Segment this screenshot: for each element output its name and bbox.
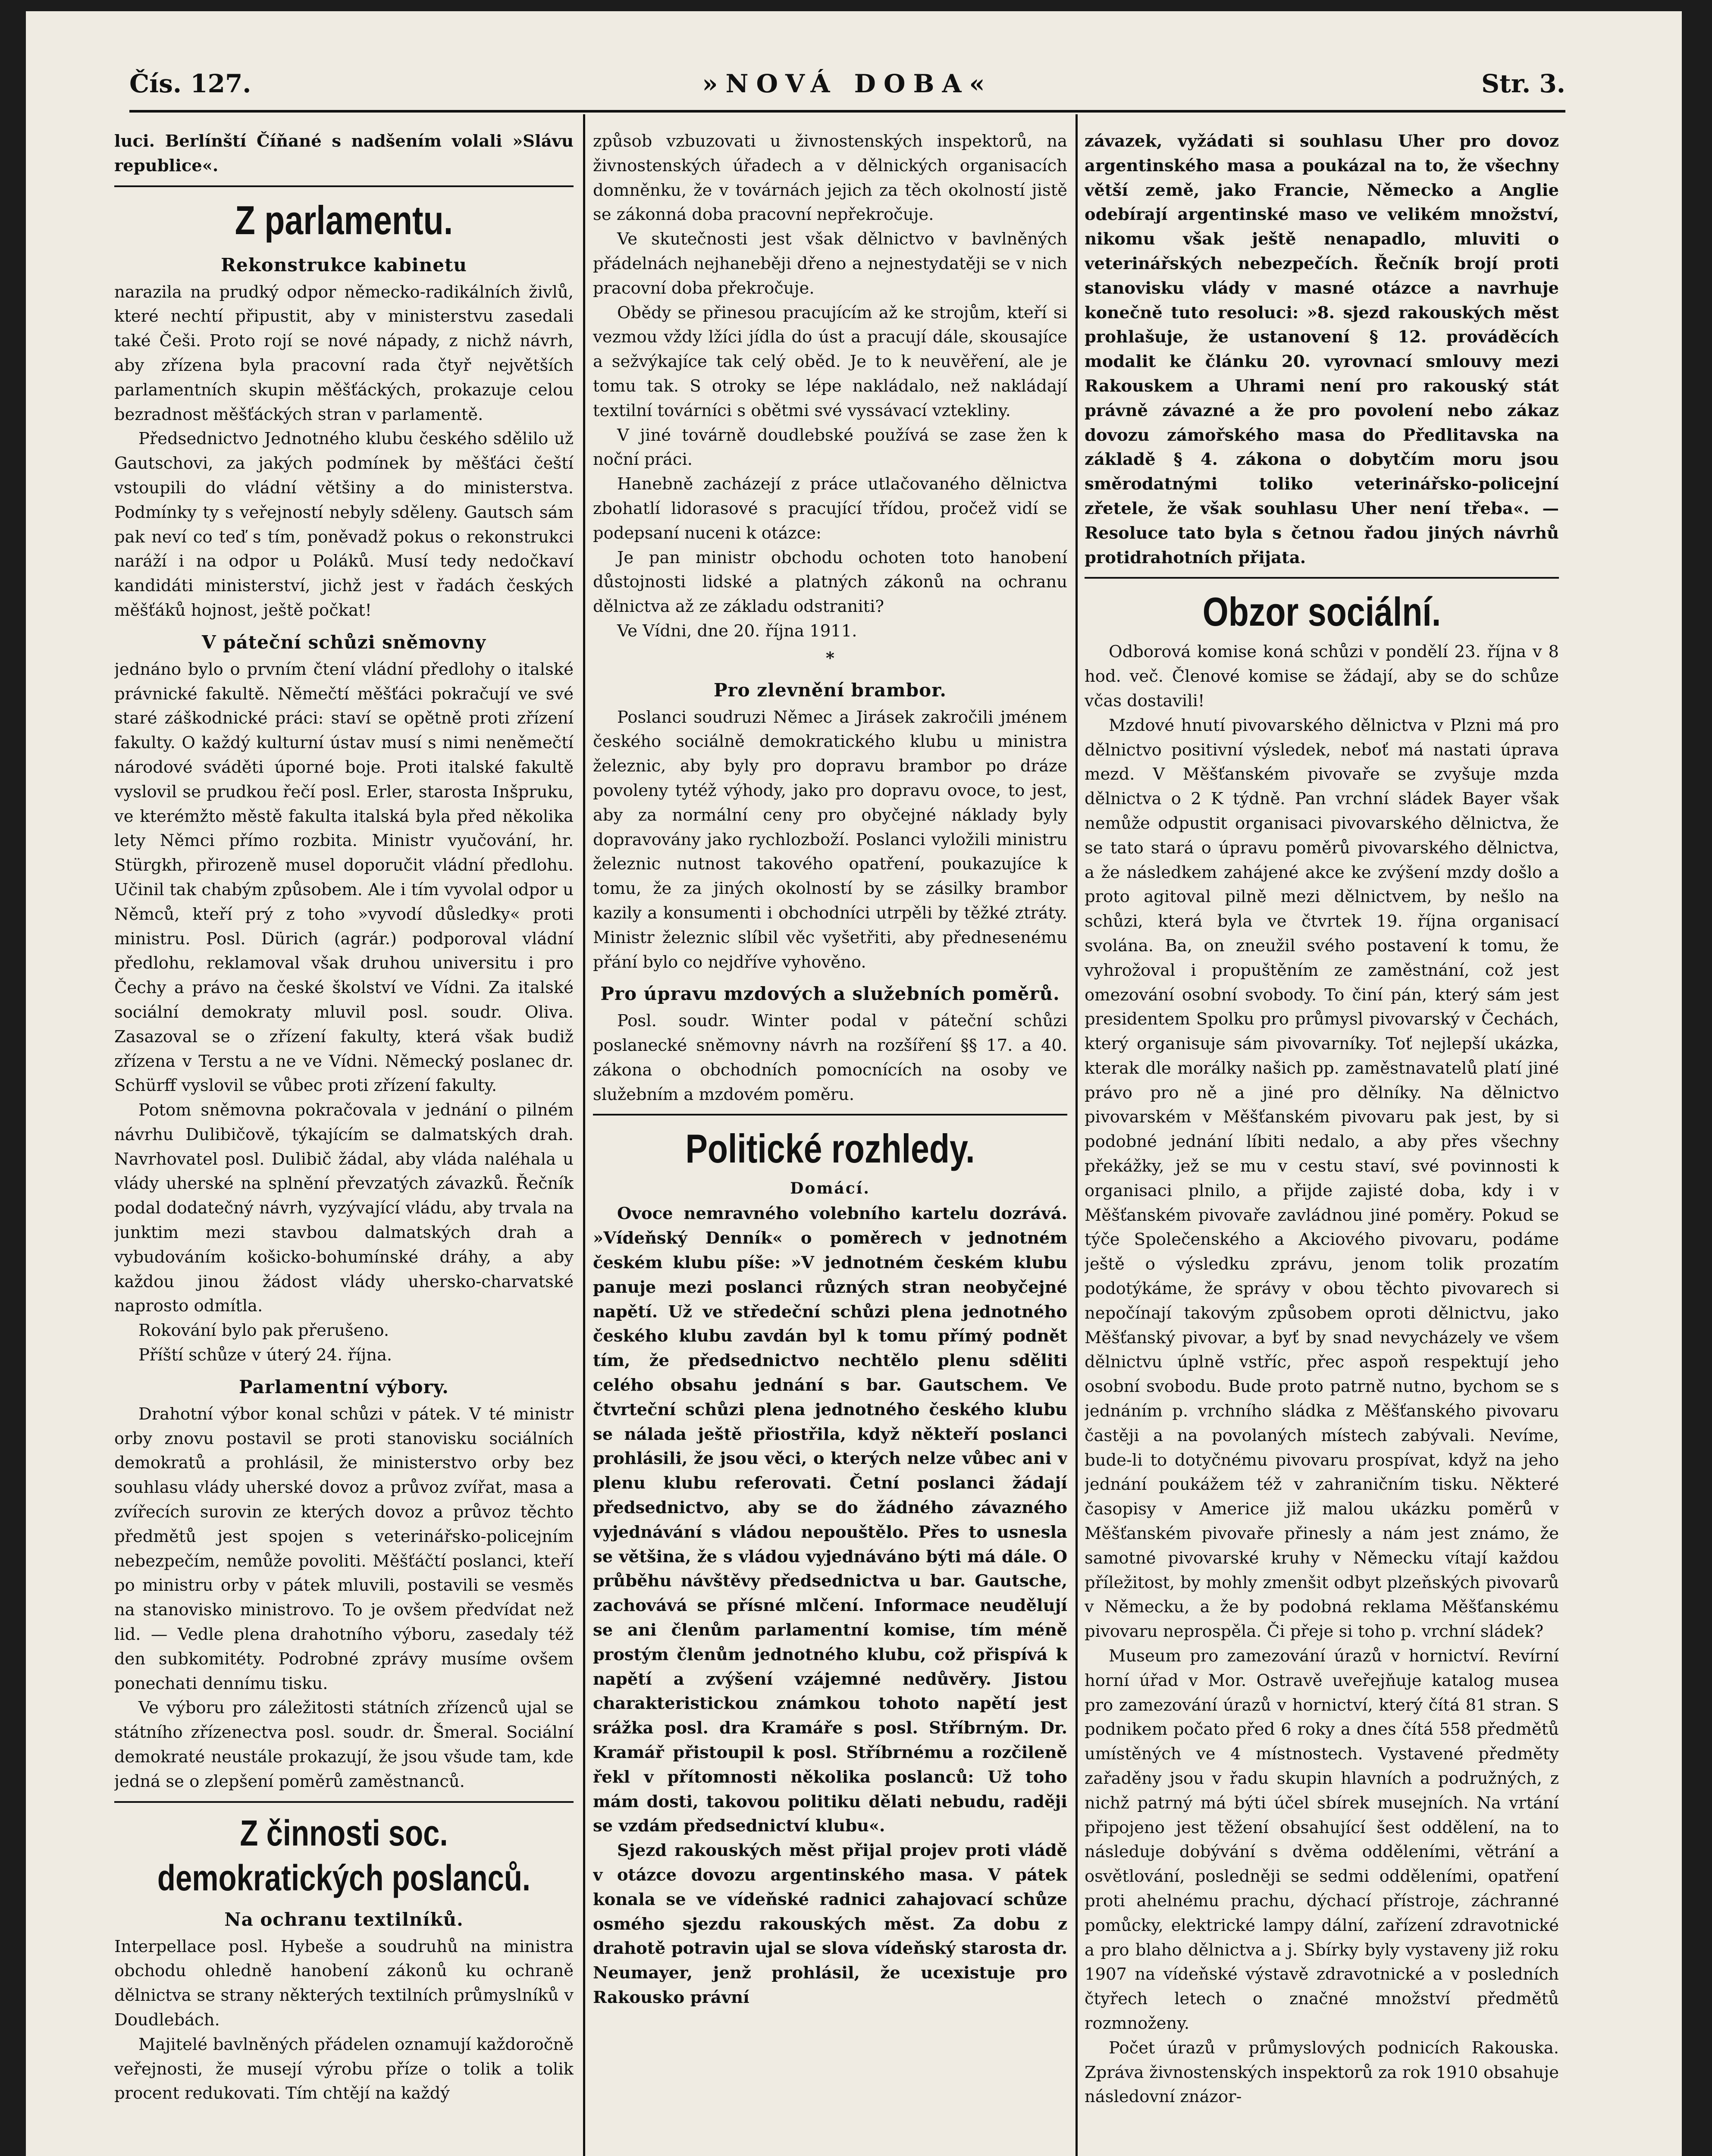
section-title-obzor: Obzor sociální. [1202,589,1441,635]
paragraph: Posl. soudr. Winter podal v páteční schůzi poslanecké sněmovny návrh na rozšíření §§ 17. a 40. zákona o obchodních pomocnících na osoby ve služebním a mzdovém poměru. [593,1011,1067,1104]
paragraph: Hanebně zacházejí z práce utlačovaného dělnictva zbohatlí lidorasové s pracující třídou, pročež vidí se podepsaní nuceni k otázce: [593,474,1067,543]
divider [114,185,574,187]
paragraph: narazila na prudký odpor německo-radikálních živlů, které nechtí připustit, aby v ministerstvu zasedali také Češi. Proto rojí se nové nápady, z nichž návrh, aby zřízena byla pracovní rada čtyř největších parlamentních skupin měšťáckých, prokazuje celou bezradnost měšťáckých stran v parlamentě. [114,282,574,424]
subheading-patecni: V páteční schůzi sněmovny [201,631,486,653]
subheading-domaci: Domácí. [790,1179,870,1198]
paragraph: Předsednictvo Jednotného klubu českého sdělilo už Gautschovi, za jakých podmínek by měšťáci čeští vstoupili do vládní většiny a do ministerstva. Podmínky ty s veřejností nebyly sděleny. Gautsch sám pak neví co teď s tím, poněvadž pokus o rekonstrukci naráží i na odpor u Poláků. Musí tedy nedočkaví kandidáti ministerství, jichž jest v řadách českých měšťáků hojnost, ještě počkat! [114,429,574,620]
paragraph: V jiné továrně doudlebské používá se zase žen k noční práci. [593,425,1067,470]
intro-paragraph: luci. Berlínští Číňané s nadšením volali »Slávu republice«. [114,132,574,175]
paragraph: Počet úrazů v průmyslových podnicích Rakouska. Zpráva živnostenských inspektorů za rok 1910 obsahuje následovní znázor- [1085,2038,1559,2107]
separator-star: * [825,648,835,668]
subheading-textil: Na ochranu textilníků. [224,1908,464,1930]
divider [114,1801,574,1803]
paragraph: Potom sněmovna pokračovala v jednání o pilném návrhu Dulibičově, týkajícím se dalmatských drah. Navrhovatel posl. Dulibič žádal, aby vláda naléhala u vlády uherské na splnění převzatých závazků. Řečník podal dodatečný návrh, vyzývající vládu, aby trvala na junktim mezi stavbou dalmatských drah a vybudováním košicko-bohumínské dráhy, a aby každou jinou žádost vlády uhersko-charvatské naprosto odmítla. [114,1100,574,1316]
paragraph: Interpellace posl. Hybeše a soudruhů na ministra obchodu ohledně hanobení zákonů ku ochraně dělnictva se strany některých textilních průmyslníků v Doudlebách. [114,1937,574,2030]
paragraph: Drahotní výbor konal schůzi v pátek. V té ministr orby znovu postavil se proti stanovisku sociálních demokratů a prohlásil, že ministerstvo orby bez souhlasu vlády uherské dovoz a průvoz zvířat, masa a zvířecích surovin ze kterých dovoz a průvoz těchto předmětů jest spojen s veterinářsko-policejním nebezpečím, nemůže povoliti. Měšťáčtí poslanci, kteří po ministru orby v pátek mluvili, postavili se vesměs na stanovisko ministrovo. To je ovšem předvídat než lid. — Vedle plena drahotního výboru, zasedaly též den subkomitéty. Podrobné zprávy musíme ovšem ponechati dennímu tisku. [114,1404,574,1693]
issue-number: Čís. 127. [129,69,251,98]
paragraph: Majitelé bavlněných přádelen oznamují každoročně veřejnosti, že musejí výrobu příze o tolik a tolik procent redukovati. Tím chtějí na každý [114,2034,574,2103]
paragraph: Rokování bylo pak přerušeno. [138,1321,389,1341]
paragraph: Ovoce nemravného volebního kartelu dozrává. »Vídeňský Denník« o poměrech v jednotném českém klubu píše: »V jednotném českém klubu panuje mezi poslanci různých stran neobyčejné napětí. Už ve středeční schůzi plena jednotného českého klubu zavdán byl k tomu přímý podnět tím, že předsednictvo nechtělo plenu sděliti celého obsahu jednání s bar. Gautschem. Ve čtvrteční schůzi plena jednotného českého klubu se nálada ještě přiostřila, když někteří poslanci prohlásili, že jsou věci, o kterých nelze vůbec ani v plenu klubu referovati. Četní poslanci žádají předsednictvo, aby se do žádného závazného vyjednávání s vládou nepouštělo. Přes to usnesla se většina, že s vládou vyjednáváno býti má dále. O průběhu návštěvy předsednictva u bar. Gautsche, zachovává se přísné mlčení. Informace neudělují se ani členům parlamentní komise, tím méně prostým členům jednotného klubu, což přispívá k napětí a zvýšení vzájemné nedůvěry. Jistou charakteristickou známkou tohoto napětí jest srážka posl. dra Kramáře s posl. Stříbrným. Dr. Kramář přistoupil k posl. Stříbrnému a rozčileně řekl v přítomnosti několika poslanců: Už toho mám dosti, takovou politiku dělati nebudu, raději se vzdám předsednictví klubu«. [593,1204,1067,1836]
subheading-rekonstrukce: Rekonstrukce kabinetu [221,254,467,276]
column-2 [593,129,1067,2156]
page-number: Str. 3. [1481,69,1565,98]
page-header [129,65,1565,103]
subheading-brambor: Pro zlevnění brambor. [713,679,947,701]
paragraph: způsob vzbuzovati u živnostenských inspektorů, na živnostenských úřadech a v dělnických organisacích domněnku, že v továrnách jejich za těch okolností jistě se zákonná doba pracovní nepřekročuje. [593,132,1067,225]
paragraph: závazek, vyžádati si souhlasu Uher pro dovoz argentinského masa a poukázal na to, že všechny větší země, jako Francie, Německo a Anglie odebírají argentinské maso ve velikém množství, nikomu však ještě nenapadlo, mluviti o veterinářských nebezpečích. Řečník brojí proti stanovisku vlády v masné otázce a navrhuje konečně tuto resoluci: »8. sjezd rakouských měst prohlašuje, že ustanovení § 12. prováděcích modalit ke článku 20. vyrovnací smlouvy mezi Rakouskem a Uhrami není pro rakouský stát právně závazné a že pro povolení nebo zákaz dovozu zámořského masa do Předlitavska na základě § 4. zákona o dobytčím moru jsou směrodatnými toliko veterinářsko-policejní zřetele, že však souhlasu Uher není třeba«. — Resoluce tato byla s četnou řadou jiných návrhů protidrahotních přijata. [1085,132,1559,567]
paragraph: Poslanci soudruzi Němec a Jirásek zakročili jménem českého sociálně demokratického klubu u ministra železnic, aby byly pro dopravu brambor po dráze povoleny tytéž výhody, jako pro dopravu ovoce, to jest, aby za normální ceny pro obyčejné náklady byly dopravovány jako rychlozboží. Poslanci vyložili ministru železnic nutnost takového opatření, poukazujíce k tomu, že za jiných okolností by se zásilky brambor kazily a konsumenti i obchodníci utrpěli by těžké ztráty. Ministr železnic slíbil věc vyšetřiti, aby přednesenému přání bylo co nejdříve vyhověno. [593,707,1067,972]
paragraph: Mzdové hnutí pivovarského dělnictva v Plzni má pro dělnictvo positivní výsledek, neboť má nastati úprava mezd. V Měšťanském pivovaře se zvyšuje mzda dělnictva o 2 K týdně. Pan vrchní sládek Bayer však nemůže odpustit organisaci pivovarského dělnictva, že se tato stará o úpravu poměrů pivovarského dělnictva, a že následkem zahájené akce ke zvýšení mzdy došlo a proto agitoval pilně mezi dělnictvem, by nešlo na schůzi, která byla ve čtvrtek 19. října organisací svolána. Ba, on zneužil svého postavení k tomu, že vyhrožoval i propuštěním ze zaměstnání, což jest omezování osobní svobody. To činí pán, který sám jest presidentem Spolku pro průmysl pivovarský v Čechách, který organisuje sám pivovarníky. Toť nejlepší ukázka, kterak dle morálky našich pp. zaměstnavatelů platí jiné právo pro ně a jiné pro dělníky. Na dělnictvo pivovarském v Měšťanském pivovaru pak jest, by si podobné jednání líbiti nedalo, a aby přes všechny překážky, jež se mu v cestu staví, své povinnosti k organisaci plnilo, a přijde zajisté doba, kdy i v Měšťanském pivovaře zavládnou jiné poměry. Pokud se týče Společenského a Akciového pivovaru, podáme ještě o výsledku zprávu, jenom tolik prozatím podotýkáme, že správy v obou těchto pivovarech si nepočínají takovým způsobem oproti dělnictvu, jako Měšťanský pivovar, a byť by snad nevycházely ve všem dělnictvu úplně vstříc, přec aspoň respektují jeho osobní svobodu. Bude proto patrně nutno, bychom se s jednáním p. vrchního sládka z Měšťanského pivovaru častěji a na povolaných místech zabývali. Nevíme, bude-li to dotyčnému pivovaru prospívat, když na jeho jednání poukážem též v zahraničním tisku. Některé časopisy v Americe již malou ukázku poměrů v Měšťanském pivovaře přinesly a nám jest známo, že samotné pivovarské kruhy v Německu vítají každou příležitost, by mohly zmenšit odbyt plzeňských pivovarů v Německu, a že by podobná reklama Měšťanskému pivovaru neprospěla. Či přeje si toho p. vrchní sládek? [1085,715,1559,1642]
column-3 [1085,129,1559,2156]
header-rule [129,110,1565,113]
paragraph: Museum pro zamezování úrazů v hornictví. Revírní horní úřad v Mor. Ostravě uveřejňuje katalog musea pro zamezování úrazů v hornictví, který čítá 81 stran. S podnikem počato před 6 roky a dnes čítá 558 předmětů umístěných ve 4 místnostech. Vystavené předměty zařaděny jsou v řadu skupin hlavních a podružných, z nichž patrný má býti účel sbírek musejních. Na vrtání připojeno jest těžení obsahující šest oddělení, na to následuje dobývání s dvěma odděleními, větrání a osvětlování, posledněji se sedmi odděleními, opatření proti ahelnému prachu, dýchací přístroje, záchranné pomůcky, elektrické lampy dální, zařízení zdravotnické a pro blaho dělnictva a j. Sbírky byly vystaveny již roku 1907 na vídeňské výstavě zdravotnické a v posledních čtyřech letech o značné množství předmětů rozmnoženy. [1085,1646,1559,2033]
divider [1085,577,1559,579]
paragraph: Ve výboru pro záležitosti státních zřízenců ujal se státního zřízenectva posl. soudr. dr. Šmeral. Sociální demokraté neustále prokazují, že jsou všude tam, kde jedná se o zlepšení poměrů zaměstnanců. [114,1698,574,1791]
paragraph: Ve skutečnosti jest však dělnictvo v bavlněných přádelnách nejhaneběji dřeno a nejnestydatěji se v nich pracovní doba překročuje. [593,229,1067,298]
section-title-cinnost: Z činnosti soc. demokratických poslanců. [157,1812,531,1898]
section-title-parlament: Z parlamentu. [235,197,453,243]
section-title-rozhledy: Politické rozhledy. [685,1126,975,1172]
subheading-vybory: Parlamentní výbory. [239,1376,449,1398]
column-1 [114,129,574,2156]
divider [593,1114,1067,1116]
column-rule-2 [1075,114,1078,2156]
paragraph: Obědy se přinesou pracujícím až ke strojům, kteří si vezmou vždy lžíci jídla do úst a pracují dále, skousajíce a sežvýkajíce tak celý oběd. Je to k neuvěření, ale je tomu tak. S otroky se lépe nakládalo, než nakládají textilní továrníci s obětmi své vyssávací vztekliny. [593,303,1067,420]
paragraph: Příští schůze v úterý 24. října. [138,1345,392,1365]
paragraph: Ve Vídni, dne 20. října 1911. [617,621,857,641]
paragraph: Odborová komise koná schůzi v pondělí 23. října v 8 hod. več. Členové komise se žádají, aby se do schůze včas dostavili! [1085,642,1559,711]
paragraph: jednáno bylo o prvním čtení vládní předlohy o italské právnické fakultě. Němečtí měšťáci pokračují ve své staré záškodnické práci: staví se opětně proti zřízení fakulty. O každý kulturní ústav musí s nimi neněmečtí národové sváděti úporné boje. Proti italské fakultě vyslovil se prudkou řečí posl. Erler, starosta Inšpruku, ve kterémžto městě fakulta italská byla před několika lety Němci přímo rozbita. Ministr vyučování, hr. Stürgkh, přirozeně musel doporučit vládní předlohu. Učinil tak chabým způsobem. Ale i tím vyvolal odpor u Němců, kteří prý z toho »vyvodí důsledky« proti ministru. Posl. Dürich (agrár.) podporoval vládní předlohu, reklamoval však druhou universitu i pro Čechy a právo na české školství ve Vídni. Za italské sociální demokraty mluvil posl. soudr. Oliva. Zasazoval se o zřízení fakulty, která však budiž zřízena v Terstu a ne ve Vídni. Německý poslanec dr. Schürff vyslovil se vůbec proti zřízení fakulty. [114,659,574,1096]
paragraph: Sjezd rakouských měst přijal projev proti vládě v otázce dovozu argentinského masa. V pátek konala se ve vídeňské radnici zahajovací schůze osmého sjezdu rakouských měst. Za dobu z drahotě potravin ujal se slova vídeňský starosta dr. Neumayer, jenž prohlásil, že ucexistuje pro Rakousko právní [593,1841,1067,2007]
subheading-mzdove: Pro úpravu mzdových a služebních poměrů. [600,983,1060,1005]
paragraph: Je pan ministr obchodu ochoten toto hanobení důstojnosti lidské a platných zákonů na ochranu dělnictva až ze základu odstraniti? [593,548,1067,617]
masthead: »NOVÁ DOBA« [702,69,993,98]
column-rule-1 [583,114,585,2156]
